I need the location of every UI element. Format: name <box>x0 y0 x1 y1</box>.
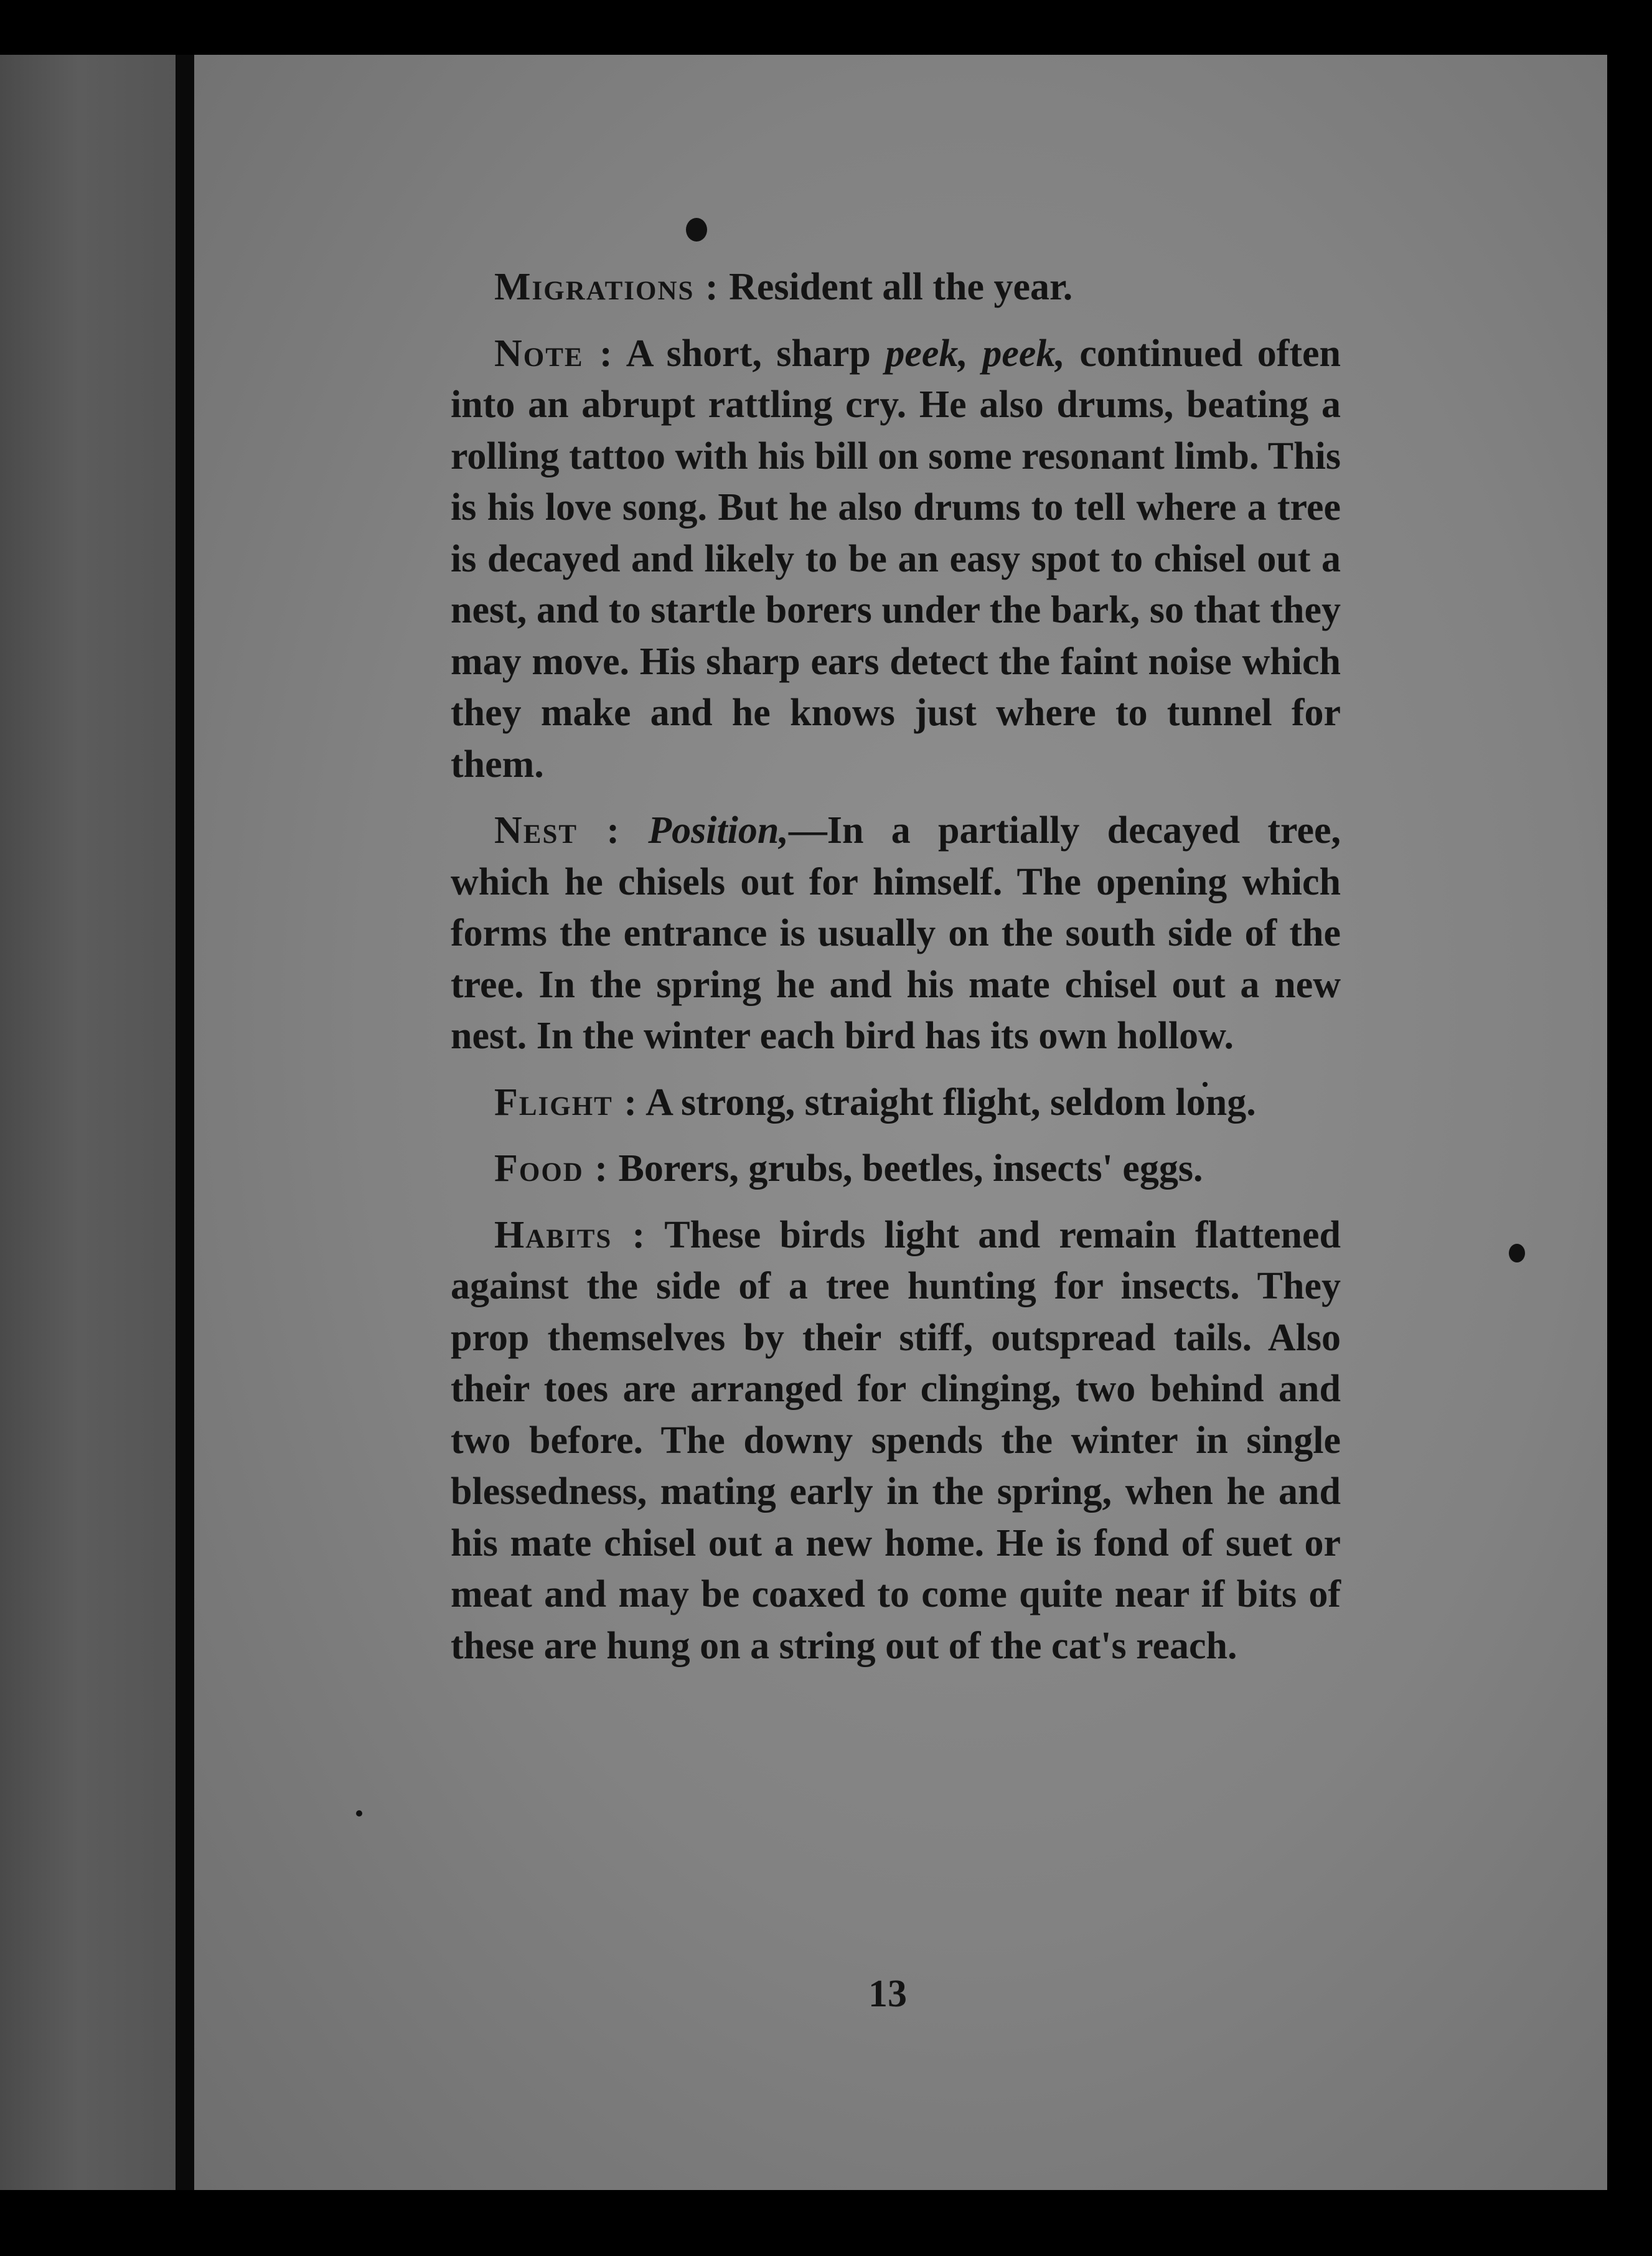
right-page-edge <box>1607 55 1652 2190</box>
body-text: A short, sharp <box>626 332 886 375</box>
ink-speck <box>356 1810 362 1817</box>
body-text: continued often into an abrupt rattling cry. He also drums, beating a rolling tattoo with his bill on some resonant limb. This is his love song. But he also drums to tell where a tree is decayed and likely to be an easy spot to chisel out a nest, and to startle borers under the bark, so that they may move. His sharp ears detect the faint noise which they make and he knows just where to tunnel for them. <box>451 332 1341 786</box>
body-text: A strong, straight flight, seldom long. <box>645 1081 1256 1124</box>
body-text: Borers, grubs, beetles, insects' eggs. <box>618 1147 1203 1190</box>
left-page-edge <box>0 55 176 2190</box>
ink-speck <box>686 218 707 242</box>
paragraph-heading: Note : <box>494 332 614 375</box>
body-text: These birds light and remain flattened against the side of a tree hunting for insects. They prop themselves by their stiff, outspread tails. Also their toes are arranged for clinging, two behind and two before. The downy spends the winter in single blessedness, mating early in the spring, when he and his mate chisel out a new home. He is fond of suet or meat and may be coaxed to come quite near if bits of these are hung on a string out of the cat's reach. <box>451 1213 1341 1667</box>
body-text: Resident all the year. <box>729 266 1073 308</box>
paragraph-nest <box>451 805 1341 1062</box>
body-text: —In a partially decayed tree, which he chisels out for himself. The opening which forms the entrance is usually on the south side of the tree. In the spring he and his mate chisel out a new nest. In the winter each bird has its own hollow. <box>451 809 1341 1057</box>
paragraph-flight <box>451 1077 1341 1129</box>
italic-text: peek, peek, <box>885 332 1065 375</box>
book-gutter <box>176 55 194 2190</box>
paragraph-heading: Migrations : <box>494 266 720 308</box>
paragraph-heading: Food : <box>494 1147 609 1190</box>
paragraph-note <box>451 328 1341 791</box>
page-number: 13 <box>868 1973 907 2015</box>
italic-text: Position, <box>648 809 789 852</box>
paragraph-habits <box>451 1210 1341 1672</box>
paragraph-heading: Nest : <box>494 809 621 852</box>
paragraph-food <box>451 1143 1341 1195</box>
paragraph-migrations <box>451 261 1341 313</box>
page-text <box>451 261 1341 1671</box>
paragraph-heading: Flight : <box>494 1081 639 1124</box>
paragraph-heading: Habits : <box>494 1213 647 1256</box>
ink-speck <box>1509 1244 1525 1262</box>
